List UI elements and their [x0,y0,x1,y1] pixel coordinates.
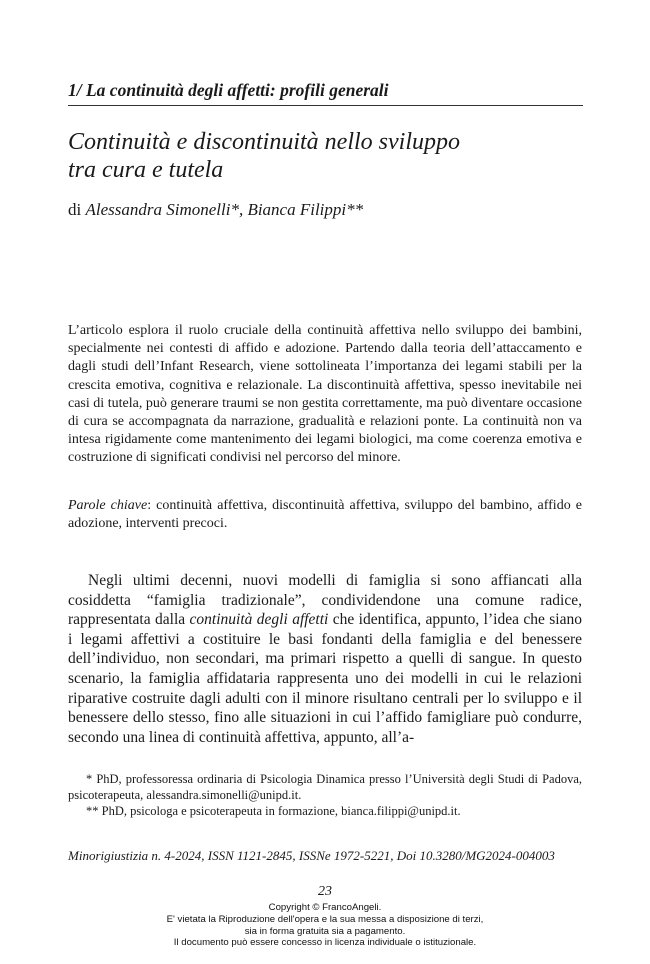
copyright-line-4: Il documento può essere concesso in licenza individuale o istituzionale. [173,937,477,949]
authors-line [68,200,583,220]
footnotes [68,771,582,819]
authors-prefix: di [68,200,86,219]
footnote-2: ** PhD, psicologa e psicoterapeuta in formazione, bianca.filippi@unipd.it. [86,804,461,818]
keywords-text: : continuità affettiva, discontinuità affettiva, sviluppo del bambino, affido e adozione, interventi precoci. [68,498,582,532]
article-title-line-1: Continuità e discontinuità nello sviluppo [68,129,460,155]
body-text-part-2: che identifica, appunto, l’idea che siano i legami affettivi a costituire le basi fondanti della famiglia e del benessere dell’individuo, non secondari, ma primari rispetto a quelli di sangue. In questo scenario, la famiglia affidataria rappresenta uno dei modelli in cui le relazioni riparative costruite dagli adulti con il minore risultano centrali per lo sviluppo e il benessere dello stesso, fino alle situazioni in cui l’affido famigliare può condurre, secondo una linea di continuità affettiva, appunto, all’a- [68,611,582,746]
copyright-line-3: sia in forma gratuita sia a pagamento. [244,925,406,937]
body-text-part-1: Negli ultimi decenni, nuovi modelli di famiglia si sono affiancati alla cosiddetta “famiglia tradizionale”, condividendone una comune radice, rappresentata dalla [68,572,582,629]
keywords-label: Parole chiave [68,498,148,513]
copyright-line-2: E' vietata la Riproduzione dell'opera e la sua messa a disposizione di terzi, [166,913,484,925]
copyright-line-1: Copyright © FrancoAngeli. [268,902,382,913]
abstract [68,322,582,468]
article-title-line-2: tra cura e tutela [68,157,224,183]
keywords [68,497,582,533]
footnote-1: * PhD, professoressa ordinaria di Psicologia Dinamica presso l’Università degli Studi di Padova, psicoterapeuta, alessandra.simonelli@unipd.it. [68,772,582,802]
section-title: 1/ La continuità degli affetti: profili generali [68,80,389,100]
body-paragraph [68,571,582,747]
abstract-text: L’articolo esplora il ruolo cruciale della continuità affettiva nello sviluppo dei bambini, specialmente nei contesti di affido e adozione. Partendo dalla teoria dell’attaccamento e dagli studi dell’Infant Research, viene sottolineata l’importanza dei legami stabili per la crescita emotiva, cognitiva e relazionale. La discontinuità affettiva, spesso inevitabile nei casi di tutela, può generare traumi se non gestita correttamente, ma può diventare occasione di cura se accompagnata da narrazione, gradualità e relazioni ponte. La continuità non va intesa rigidamente come mantenimento dei legami biologici, ma come coerenza emotiva e costruzione di significati condivisi nel percorso del minore. [68,323,582,466]
page-number: 23 [318,884,332,899]
journal-citation: Minorigiustizia n. 4-2024, ISSN 1121-2845, ISSNe 1972-5221, Doi 10.3280/MG2024-004003 [68,848,555,863]
body-emphasis: continuità degli affetti [189,611,329,629]
author-names: Alessandra Simonelli*, Bianca Filippi** [85,200,364,219]
article-title [68,128,583,184]
copyright-notice [0,902,650,949]
header-rule [68,105,583,106]
